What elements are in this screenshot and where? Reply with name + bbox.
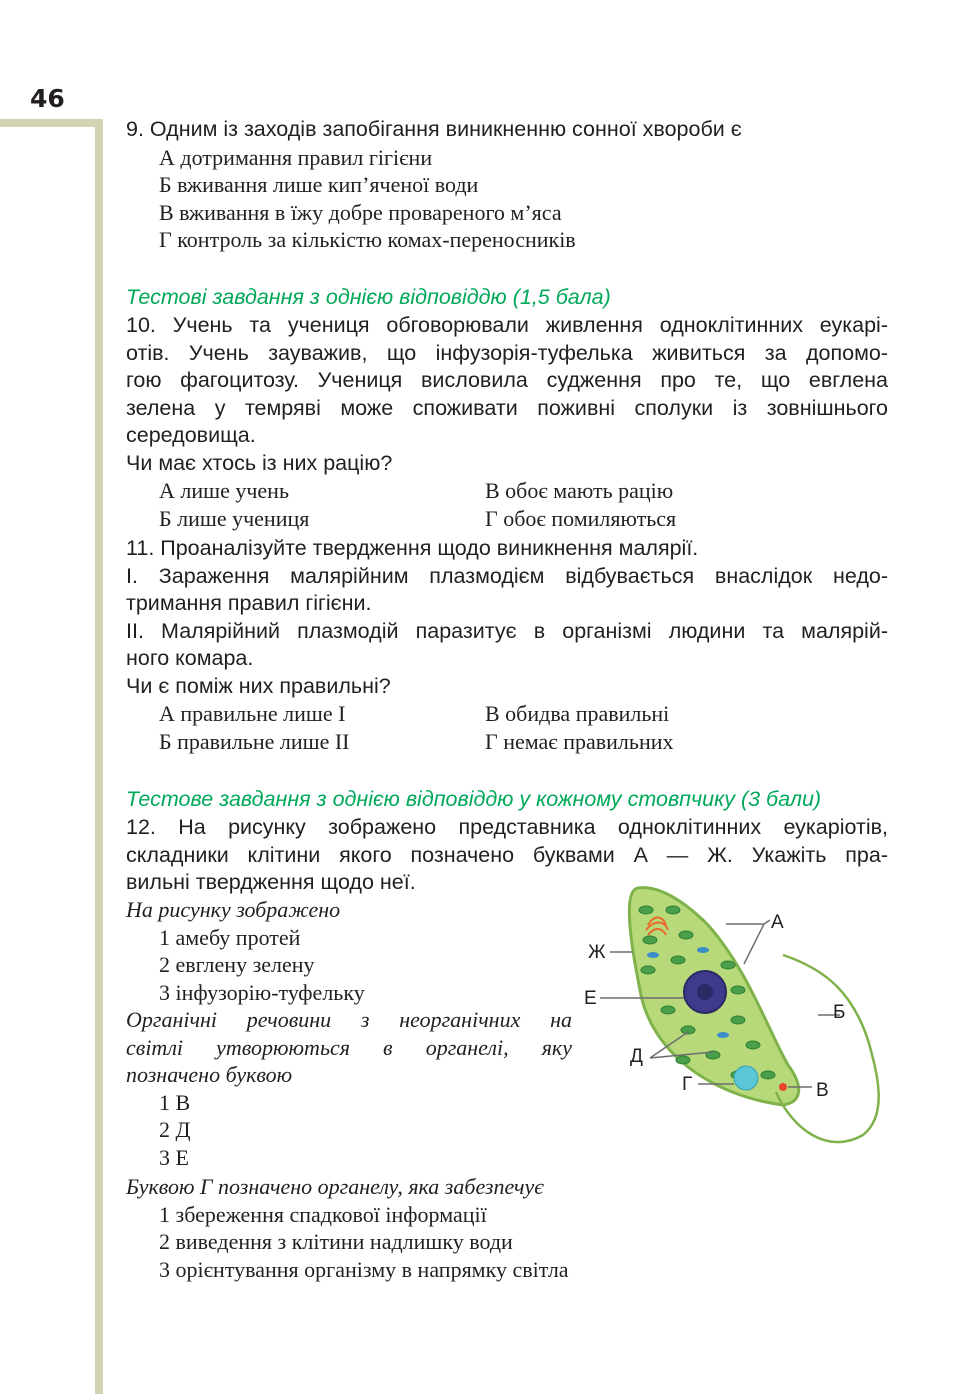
q12-part-1-option-1: 1 амебу протей xyxy=(159,924,301,950)
q11-option-a: А правильне лише І xyxy=(159,701,346,726)
q12-line-2: складники клітини якого позначено буквами А — Ж. Укажіть пра- xyxy=(126,842,888,867)
q10-line-1: 10. Учень та учениця обговорювали живлення одноклітинних еукарі- xyxy=(126,313,888,337)
q11-statement-2-line-1: ІІ. Малярійний плазмодій паразитує в організмі людини та малярій- xyxy=(126,618,888,643)
q10-option-a: А лише учень xyxy=(159,478,289,503)
label-a: А xyxy=(771,912,784,933)
eyespot xyxy=(779,1083,787,1091)
page-number: 46 xyxy=(30,84,65,113)
q12-part-2-title-line-1: Органічні речовини з неорганічних на xyxy=(126,1007,572,1032)
q10-ask: Чи має хтось із них рацію? xyxy=(126,450,393,475)
q12-part-3-option-3: 3 орієнтування організму в напрямку світла xyxy=(159,1256,569,1282)
q12-part-2-title-line-2: світлі утворюються в органелі, яку xyxy=(126,1034,572,1060)
section-title-single-answer: Тестові завдання з однією відповіддю (1,5 бала) xyxy=(126,285,611,309)
label-e: Е xyxy=(584,988,597,1009)
label-v: В xyxy=(816,1080,829,1101)
label-zh: Ж xyxy=(588,942,606,963)
question-12-part-3 xyxy=(126,1173,888,1283)
question-10 xyxy=(126,312,888,532)
euglena-figure xyxy=(578,880,898,1160)
q12-line-1: 12. На рисунку зображено представника одноклітинних еукаріотів, xyxy=(126,815,888,839)
section-title-each-column: Тестове завдання з однією відповіддю у кожному стовпчику (3 бали) xyxy=(126,787,822,811)
euglena-flagellum xyxy=(776,955,879,1142)
question-9-text: 9. Одним із заходів запобігання виникненню сонної хвороби є xyxy=(126,117,742,141)
q10-line-2: отів. Учень зауважив, що інфузорія-туфелька живиться за допомо- xyxy=(126,340,888,365)
question-9 xyxy=(126,116,888,254)
q11-statement-1-line-1: І. Зараження малярійним плазмодієм відбувається внаслідок недо- xyxy=(126,563,888,588)
q9-option-c: В вживання в їжу добре провареного м’яса xyxy=(159,199,562,225)
q12-part-3-option-1: 1 збереження спадкової інформації xyxy=(159,1201,487,1227)
q11-statement-1-line-2: тримання правил гігієни. xyxy=(126,591,372,615)
question-11 xyxy=(126,535,888,755)
q10-line-5: середовища. xyxy=(126,423,256,447)
q12-part-1-title: На рисунку зображено xyxy=(126,897,341,922)
q9-option-a: А дотримання правил гігієни xyxy=(159,144,433,170)
label-b: Б xyxy=(833,1002,846,1023)
q12-part-1-option-2: 2 евглену зелену xyxy=(159,952,315,977)
q10-line-4: зелена у темряві може споживати поживні сполуки із зовнішнього xyxy=(126,395,888,420)
q12-part-2-option-2: 2 Д xyxy=(159,1117,191,1142)
q11-statement-2-line-2: ного комара. xyxy=(126,646,254,670)
contractile-vacuole xyxy=(734,1066,758,1090)
q10-line-3: гою фагоцитозу. Учениця висловила судження про те, що евглена xyxy=(126,368,888,392)
q12-part-3-title: Буквою Г позначено органелу, яка забезпечує xyxy=(126,1174,544,1199)
q12-part-2-option-3: 3 Е xyxy=(159,1144,189,1170)
q9-option-d: Г контроль за кількістю комах-переносників xyxy=(159,227,576,252)
margin-frame-left xyxy=(95,119,103,1394)
margin-frame-top xyxy=(0,119,102,127)
q10-option-d: Г обоє помиляються xyxy=(485,505,677,531)
q12-part-1-option-3: 3 інфузорію-туфельку xyxy=(159,979,365,1005)
q12-part-2-option-1: 1 В xyxy=(159,1089,191,1115)
q10-option-b: Б лише учениця xyxy=(159,505,310,531)
q11-option-c: В обидва правильні xyxy=(485,701,670,726)
q11-option-d: Г немає правильних xyxy=(485,728,674,754)
q11-ask: Чи є поміж них правильні? xyxy=(126,673,391,698)
label-d: Д xyxy=(630,1046,643,1067)
q11-option-b: Б правильне лише ІІ xyxy=(159,728,350,754)
q12-line-3: вильні твердження щодо неї. xyxy=(126,870,416,894)
q12-part-3-option-2: 2 виведення з клітини надлишку води xyxy=(159,1229,513,1254)
nucleolus xyxy=(697,984,713,1000)
q10-option-c: В обоє мають рацію xyxy=(485,478,674,503)
q11-intro: 11. Проаналізуйте твердження щодо виникнення малярії. xyxy=(126,536,699,560)
question-12-parts xyxy=(126,896,572,1171)
label-g: Г xyxy=(682,1074,693,1095)
q12-part-2-title-line-3: позначено буквою xyxy=(126,1062,293,1087)
q9-option-b: Б вживання лише кип’яченої води xyxy=(159,172,479,197)
